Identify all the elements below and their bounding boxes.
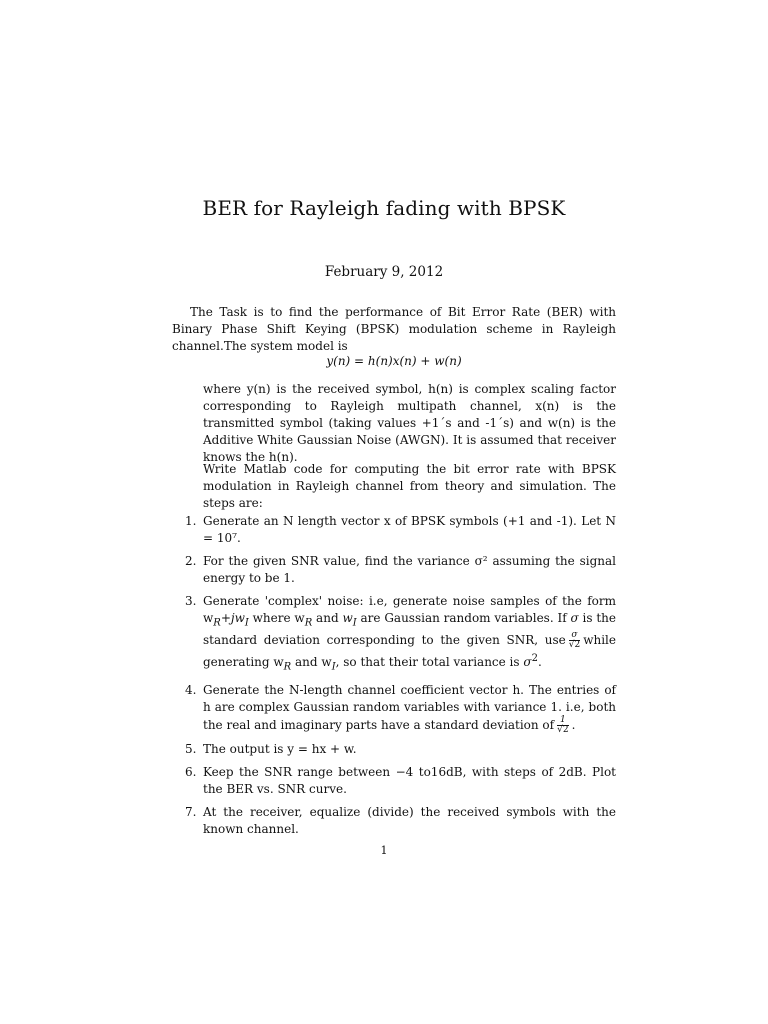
list-item xyxy=(172,682,616,735)
list-item-text: At the receiver, equalize (divide) the received symbols with the known channel. xyxy=(203,804,616,836)
steps-list xyxy=(172,513,616,844)
list-item xyxy=(172,553,616,587)
task-paragraph: Write Matlab code for computing the bit error rate with BPSK modulation in Rayleigh channel from theory and simulation. The steps are: xyxy=(203,462,616,510)
list-item-text: Generate an N length vector x of BPSK symbols (+1 and -1). Let N = 10⁷. xyxy=(203,514,616,545)
list-item-number: 1. xyxy=(185,514,197,528)
system-model-equation: y(n) = h(n)x(n) + w(n) xyxy=(326,354,462,368)
list-item-text: Keep the SNR range between −4 to16dB, with steps of 2dB. Plot the BER vs. SNR curve. xyxy=(203,764,616,796)
list-item-number: 5. xyxy=(185,741,197,756)
list-item-text: Generate the N-length channel coefficient vector h. The entries of h are complex Gaussian random variables with variance 1. i.e, both the real and imaginary parts have a standard deviation of $\frac{1}{√2}$ . xyxy=(203,682,616,735)
list-item xyxy=(172,804,616,838)
document-title: BER for Rayleigh fading with BPSK xyxy=(202,196,566,220)
list-item xyxy=(172,513,616,547)
list-item-number: 7. xyxy=(185,804,197,819)
list-item-number: 2. xyxy=(185,554,197,568)
sigma-over-root2-fraction: $\frac{\sigma}{√2}$ xyxy=(568,630,581,651)
list-item-text: The output is y = hx + w. xyxy=(203,741,357,756)
list-item-number: 6. xyxy=(185,764,197,779)
one-over-root2-fraction: $\frac{1}{√2}$ xyxy=(557,714,569,735)
list-item xyxy=(172,593,616,676)
where-paragraph: where y(n) is the received symbol, h(n) is complex scaling factor corresponding to Rayleigh multipath channel, x(n) is the transmitted symbol (taking values +1´s and -1´s) and w(n) is the Additive White Gaussian Noise (AWGN). It is assumed that receiver knows the h(n). xyxy=(203,382,616,464)
list-item-text: For the given SNR value, find the variance σ² assuming the signal energy to be 1. xyxy=(203,554,616,585)
list-item-number: 4. xyxy=(185,682,197,697)
intro-paragraph: The Task is to find the performance of Bit Error Rate (BER) with Binary Phase Shift Keying (BPSK) modulation scheme in Rayleigh channel.The system model is xyxy=(172,305,616,353)
list-item xyxy=(172,741,616,758)
list-item-number: 3. xyxy=(185,594,197,608)
list-item-text: Generate 'complex' noise: i.e, generate noise samples of the form $w_R+jw_I$ where $w_R$ and $w_I$ are Gaussian random variables. If σ is the standard deviation corresponding to the given SNR, use $\frac{\sigma}{√2}$ while generating $w_R$ and $w_I$, so that their total variance is $\sigma^2$. xyxy=(203,594,616,673)
list-item xyxy=(172,764,616,798)
document-date: February 9, 2012 xyxy=(324,264,444,280)
page-number: 1 xyxy=(380,844,388,857)
